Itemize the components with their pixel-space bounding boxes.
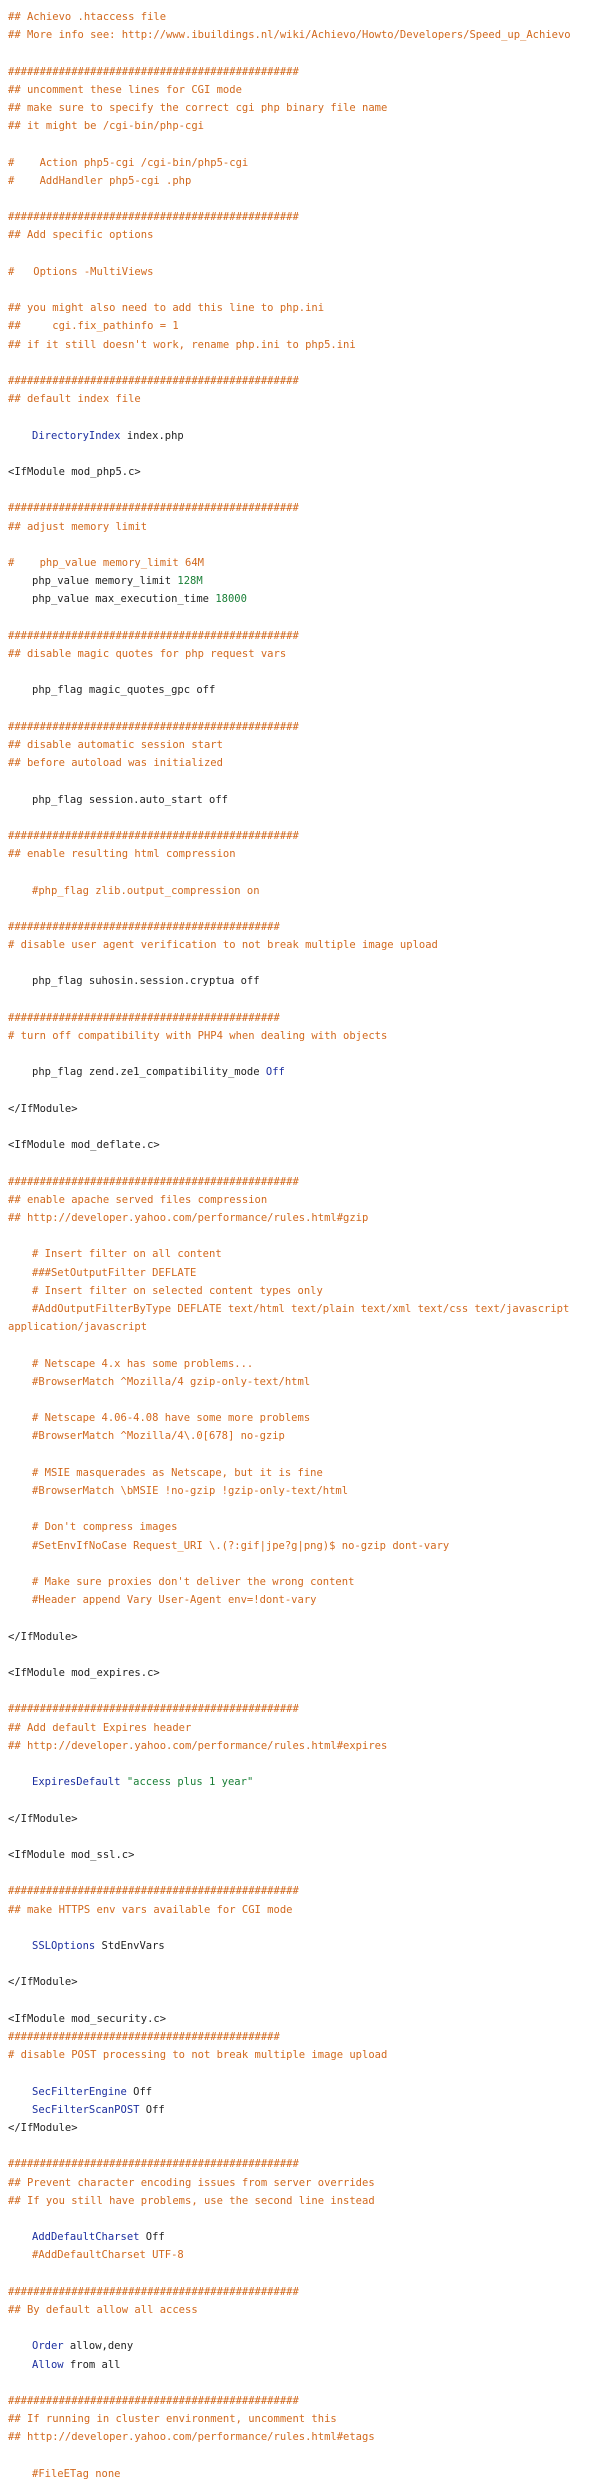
module-tag: </IfModule> [8,1976,78,1989]
code-line [8,1409,600,1427]
code-line [8,2101,600,2119]
module-tag: </IfModule> [8,1812,78,1825]
code-line [8,1082,600,1100]
setting-text: php_value max_execution_time [32,593,216,606]
comment-text: ############################################## [8,502,299,515]
code-line [8,736,600,754]
code-line [8,1264,600,1282]
comment-text: ############################################## [8,211,299,224]
code-line [8,1755,600,1773]
code-line [8,2137,600,2155]
comment-text: ############################################## [8,720,299,733]
code-line [8,645,600,663]
comment-text: ## cgi.fix_pathinfo = 1 [8,320,179,333]
code-line [8,1154,600,1172]
comment-text: ## make HTTPS env vars available for CGI mode [8,1903,293,1916]
code-line [8,1136,600,1154]
comment-text: ## http://developer.yahoo.com/performance/rules.html#gzip [8,1212,369,1225]
code-line [8,1992,600,2010]
comment-text: # Insert filter on all content [32,1248,222,1261]
comment-text: # Insert filter on selected content types only [32,1284,323,1297]
comment-text: ## Add default Expires header [8,1721,192,1734]
comment-text: ############################################## [8,629,299,642]
comment-text: #FileETag none [32,2467,121,2480]
code-line [8,336,600,354]
directive-keyword: SSLOptions [32,1939,96,1952]
module-tag: <IfModule mod_php5.c> [8,465,141,478]
code-line [8,1628,600,1646]
code-line [8,1355,600,1373]
code-line [8,1336,600,1354]
code-line [8,1427,600,1445]
comment-text: ## disable automatic session start [8,738,223,751]
code-line [8,1773,600,1791]
code-line [8,2374,600,2392]
comment-text: # Options -MultiViews [8,265,154,278]
comment-text: # MSIE masquerades as Netscape, but it is fine [32,1466,323,1479]
code-line [8,991,600,1009]
code-line [8,390,600,408]
code-line [8,1609,600,1627]
code-line [8,2228,600,2246]
code-line [8,1555,600,1573]
code-line [8,1318,600,1336]
comment-text: ## uncomment these lines for CGI mode [8,83,242,96]
comment-text: ########################################### [8,920,280,933]
code-line [8,2319,600,2337]
code-line [8,772,600,790]
code-line [8,609,600,627]
code-line [8,8,600,26]
setting-text: php_flag session.auto_start off [32,793,228,806]
comment-text: #AddOutputFilterByType DEFLATE text/html text/plain text/xml text/css text/javascript [32,1303,570,1316]
directive-value: StdEnvVars [95,1939,165,1952]
code-line [8,590,600,608]
comment-text: ############################################## [8,1885,299,1898]
comment-text: # disable POST processing to not break multiple image upload [8,2049,388,2062]
comment-text: ########################################### [8,2030,280,2043]
comment-text: # Action php5-cgi /cgi-bin/php5-cgi [8,156,249,169]
code-line [8,2337,600,2355]
code-line [8,1245,600,1263]
directive-keyword: SecFilterEngine [32,2085,127,2098]
code-line [8,1191,600,1209]
comment-text: ########################################### [8,1011,280,1024]
code-line [8,754,600,772]
code-line [8,663,600,681]
comment-text: # Make sure proxies don't deliver the wrong content [32,1576,355,1589]
code-line [8,2010,600,2028]
setting-value: Off [265,1066,285,1079]
code-line [8,2046,600,2064]
setting-value: 18000 [215,593,247,606]
code-line [8,627,600,645]
comment-text: ## If you still have problems, use the second line instead [8,2194,375,2207]
directive-string: "access plus 1 year" [120,1776,254,1789]
code-line [8,1118,600,1136]
code-line [8,954,600,972]
comment-text: ## http://developer.yahoo.com/performance/rules.html#expires [8,1739,388,1752]
code-line [8,791,600,809]
code-line [8,1391,600,1409]
directive-value: Off [126,2085,153,2098]
directive-keyword: Allow [32,2358,64,2371]
comment-text: #SetEnvIfNoCase Request_URI \.(?:gif|jpe?g|png)$ no-gzip dont-vary [32,1539,450,1552]
comment-text: # Don't compress images [32,1521,178,1534]
code-line [8,1209,600,1227]
comment-text: #AddDefaultCharset UTF-8 [32,2249,184,2262]
comment-text: ############################################## [8,2285,299,2298]
code-line [8,827,600,845]
comment-text: ## before autoload was initialized [8,757,223,770]
code-line [8,1646,600,1664]
comment-text: ############################################## [8,374,299,387]
module-tag: </IfModule> [8,1630,78,1643]
code-line [8,1173,600,1191]
code-line [8,154,600,172]
module-tag: </IfModule> [8,1102,78,1115]
code-line [8,2410,600,2428]
directive-value: Off [139,2103,165,2116]
code-line [8,190,600,208]
comment-text: ###SetOutputFilter DEFLATE [32,1266,197,1279]
code-line [8,1700,600,1718]
code-line [8,1009,600,1027]
code-line [8,263,600,281]
code-line [8,208,600,226]
code-line [8,1846,600,1864]
code-line [8,499,600,517]
module-tag: <IfModule mod_ssl.c> [8,1848,135,1861]
code-line [8,2283,600,2301]
code-line [8,317,600,335]
comment-text: ############################################## [8,2158,299,2171]
comment-text: ############################################## [8,1703,299,1716]
code-line [8,1573,600,1591]
code-line [8,226,600,244]
code-line [8,99,600,117]
comment-text: ## If running in cluster environment, uncomment this [8,2413,337,2426]
comment-text: ## adjust memory limit [8,520,148,533]
module-tag: <IfModule mod_security.c> [8,2012,167,2025]
module-tag: </IfModule> [8,2121,78,2134]
directive-keyword: Order [32,2340,64,2353]
code-line [8,1482,600,1500]
code-line [8,1464,600,1482]
directive-keyword: SecFilterScanPOST [32,2103,140,2116]
comment-text: #Header append Vary User-Agent env=!dont-vary [32,1594,317,1607]
comment-text: ## http://developer.yahoo.com/performance/rules.html#etags [8,2431,375,2444]
module-tag: <IfModule mod_deflate.c> [8,1139,160,1152]
code-line [8,81,600,99]
comment-text: ## make sure to specify the correct cgi php binary file name [8,102,388,114]
comment-text: ## default index file [8,393,141,406]
code-line [8,2392,600,2410]
code-line [8,1518,600,1536]
comment-text: #BrowserMatch ^Mozilla/4\.0[678] no-gzip [32,1430,285,1443]
code-line [8,863,600,881]
code-line [8,408,600,426]
code-line [8,44,600,62]
comment-text: # turn off compatibility with PHP4 when dealing with objects [8,1030,388,1043]
code-line [8,1828,600,1846]
code-line [8,1500,600,1518]
code-line [8,845,600,863]
code-line [8,2155,600,2173]
comment-text: ## Add specific options [8,229,154,242]
comment-text: ## enable apache served files compression [8,1193,268,1206]
directive-value: index.php [120,429,184,442]
directive-value: allow,deny [63,2340,134,2353]
code-line [8,1100,600,1118]
code-line [8,681,600,699]
comment-text: # Netscape 4.06-4.08 have some more problems [32,1412,311,1425]
code-line [8,536,600,554]
code-line [8,2028,600,2046]
comment-text: ## it might be /cgi-bin/php-cgi [8,120,204,133]
comment-text: ## Prevent character encoding issues from server overrides [8,2176,375,2189]
code-line [8,2064,600,2082]
code-line [8,427,600,445]
directive-value: from all [63,2358,121,2371]
code-line [8,809,600,827]
code-line [8,1282,600,1300]
code-line [8,354,600,372]
comment-text: ############################################## [8,2394,299,2407]
code-line [8,2428,600,2446]
code-line [8,2465,600,2483]
comment-text: # Netscape 4.x has some problems... [32,1357,254,1370]
code-line [8,1864,600,1882]
code-line [8,2356,600,2374]
comment-text: ## enable resulting html compression [8,848,236,861]
code-line [8,2301,600,2319]
code-line [8,1682,600,1700]
code-line [8,1719,600,1737]
comment-text: #php_flag zlib.output_compression on [32,884,260,897]
setting-text: php_flag suhosin.session.cryptua off [32,975,260,988]
code-line [8,2246,600,2264]
code-line [8,2083,600,2101]
comment-text: ## if it still doesn't work, rename php.ini to php5.ini [8,338,356,351]
directive-keyword: ExpiresDefault [32,1776,121,1789]
setting-text: php_flag magic_quotes_gpc off [32,684,216,697]
comment-text: # disable user agent verification to not break multiple image upload [8,939,438,952]
comment-text: ############################################## [8,65,299,78]
directive-keyword: AddDefaultCharset [32,2231,140,2244]
code-line [8,135,600,153]
directive-keyword: DirectoryIndex [32,429,121,442]
code-line [8,281,600,299]
code-line [8,26,600,44]
comment-text: application/javascript [8,1321,148,1334]
code-line [8,172,600,190]
code-line [8,1300,600,1318]
code-line [8,481,600,499]
code-line [8,445,600,463]
comment-text: ############################################## [8,829,299,842]
comment-text: #BrowserMatch ^Mozilla/4 gzip-only-text/html [32,1375,311,1388]
module-tag: <IfModule mod_expires.c> [8,1667,160,1679]
code-line [8,1810,600,1828]
comment-text: #BrowserMatch \bMSIE !no-gzip !gzip-only-text/html [32,1485,349,1498]
code-line [8,1373,600,1391]
code-line [8,372,600,390]
comment-text: # AddHandler php5-cgi .php [8,174,192,187]
code-line [8,2174,600,2192]
code-line [8,299,600,317]
directive-value: Off [139,2231,165,2244]
code-line [8,718,600,736]
comment-text: ############################################## [8,1175,299,1188]
code-line [8,63,600,81]
code-line [8,1045,600,1063]
setting-text: php_flag zend.ze1_compatibility_mode [32,1066,266,1079]
code-line [8,1446,600,1464]
code-line [8,2119,600,2137]
code-line [8,245,600,263]
code-line [8,1591,600,1609]
code-line [8,463,600,481]
code-line [8,1901,600,1919]
code-line [8,1973,600,1991]
code-line [8,1791,600,1809]
setting-text: php_value memory_limit [32,575,178,588]
comment-text: ## Achievo .htaccess file [8,11,167,23]
code-line [8,518,600,536]
comment-text: # php_value memory_limit 64M [8,556,204,569]
code-line [8,1955,600,1973]
code-line [8,117,600,135]
comment-text: ## By default allow all access [8,2303,198,2316]
code-line [8,1882,600,1900]
code-line [8,1919,600,1937]
code-line [8,936,600,954]
comment-text: ## disable magic quotes for php request vars [8,647,287,660]
code-line [8,700,600,718]
code-line [8,554,600,572]
code-line [8,1737,600,1755]
code-line [8,1063,600,1081]
code-line [8,2192,600,2210]
code-line [8,900,600,918]
code-line [8,1937,600,1955]
code-line [8,918,600,936]
comment-text: ## you might also need to add this line to php.ini [8,302,325,315]
code-line [8,2210,600,2228]
code-line [8,572,600,590]
code-line [8,1027,600,1045]
code-line [8,972,600,990]
comment-text: ## More info see: http://www.ibuildings.nl/wiki/Achievo/Howto/Developers/Speed_up_Achievo [8,29,571,42]
code-line [8,882,600,900]
code-line [8,2447,600,2465]
code-line [8,1227,600,1245]
code-line [8,1537,600,1555]
setting-value: 128M [177,575,203,588]
code-line [8,1664,600,1682]
code-line [8,2265,600,2283]
